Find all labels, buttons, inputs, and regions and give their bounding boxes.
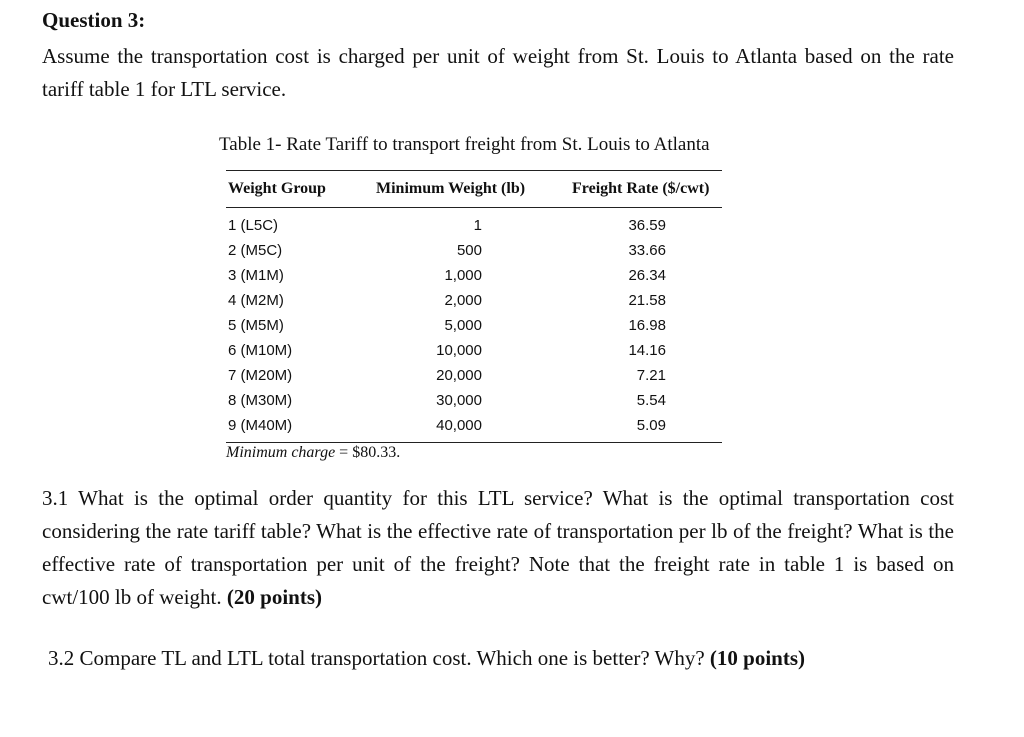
cell-weight-group: 3 (M1M) <box>228 267 284 284</box>
table-header-rule <box>226 207 722 208</box>
cell-freight-rate: 5.54 <box>636 392 666 409</box>
cell-freight-rate: 21.58 <box>628 292 666 309</box>
question-intro: Assume the transportation cost is charged per unit of weight from St. Louis to Atlanta based on the rate tariff table 1 for LTL service. <box>42 44 954 101</box>
cell-minimum-weight: 1 <box>473 217 482 234</box>
question-3-2 <box>48 646 805 671</box>
cell-minimum-weight: 40,000 <box>436 417 482 434</box>
table-row <box>226 413 722 438</box>
minimum-charge-note <box>226 444 400 462</box>
table-header <box>226 171 722 207</box>
question-3-2-text: 3.2 Compare TL and LTL total transportation cost. Which one is better? Why? <box>48 646 710 670</box>
cell-freight-rate: 14.16 <box>628 342 666 359</box>
cell-minimum-weight: 20,000 <box>436 367 482 384</box>
cell-weight-group: 9 (M40M) <box>228 417 293 434</box>
question-title: Question 3: <box>42 8 146 32</box>
header-minimum-weight: Minimum Weight (lb) <box>376 180 526 197</box>
cell-weight-group: 8 (M30M) <box>228 392 293 409</box>
cell-freight-rate: 33.66 <box>628 242 666 259</box>
cell-freight-rate: 16.98 <box>628 317 666 334</box>
cell-weight-group: 7 (M20M) <box>228 367 293 384</box>
cell-freight-rate: 36.59 <box>628 217 666 234</box>
question-3-1-points: (20 points) <box>226 585 322 609</box>
header-weight-group: Weight Group <box>228 180 326 197</box>
table-row <box>226 213 722 238</box>
cell-freight-rate: 7.21 <box>636 367 666 384</box>
cell-minimum-weight: 500 <box>456 242 482 259</box>
cell-weight-group: 5 (M5M) <box>228 317 284 334</box>
cell-weight-group: 6 (M10M) <box>228 342 293 359</box>
table-row <box>226 288 722 313</box>
table-caption: Table 1- Rate Tariff to transport freight from St. Louis to Atlanta <box>219 134 710 155</box>
cell-minimum-weight: 5,000 <box>444 317 482 334</box>
minimum-charge-label: Minimum charge <box>226 444 336 461</box>
cell-weight-group: 2 (M5C) <box>228 242 283 259</box>
header-freight-rate: Freight Rate ($/cwt) <box>572 180 710 197</box>
question-3-1-text: 3.1 What is the optimal order quantity for this LTL service? What is the optimal transportation cost considering the rate tariff table? What is the effective rate of transportation per lb of the freight? What is the effective rate of transportation per unit of the freight? Note that the freight rate in table 1 is based on cwt/100 lb of weight. <box>42 486 954 609</box>
cell-minimum-weight: 30,000 <box>436 392 482 409</box>
cell-minimum-weight: 2,000 <box>444 292 482 309</box>
question-3-1 <box>42 482 954 614</box>
cell-freight-rate: 5.09 <box>636 417 666 434</box>
table-row <box>226 363 722 388</box>
rate-tariff-table <box>226 170 722 443</box>
table-row <box>226 263 722 288</box>
cell-weight-group: 4 (M2M) <box>228 292 284 309</box>
cell-weight-group: 1 (L5C) <box>228 217 279 234</box>
table-bottom-rule <box>226 442 722 443</box>
table-row <box>226 238 722 263</box>
table-row <box>226 388 722 413</box>
table-row <box>226 338 722 363</box>
cell-minimum-weight: 10,000 <box>436 342 482 359</box>
minimum-charge-value: = $80.33. <box>335 444 401 461</box>
cell-minimum-weight: 1,000 <box>444 267 482 284</box>
cell-freight-rate: 26.34 <box>628 267 666 284</box>
question-3-2-points: (10 points) <box>709 646 806 670</box>
table-row <box>226 313 722 338</box>
